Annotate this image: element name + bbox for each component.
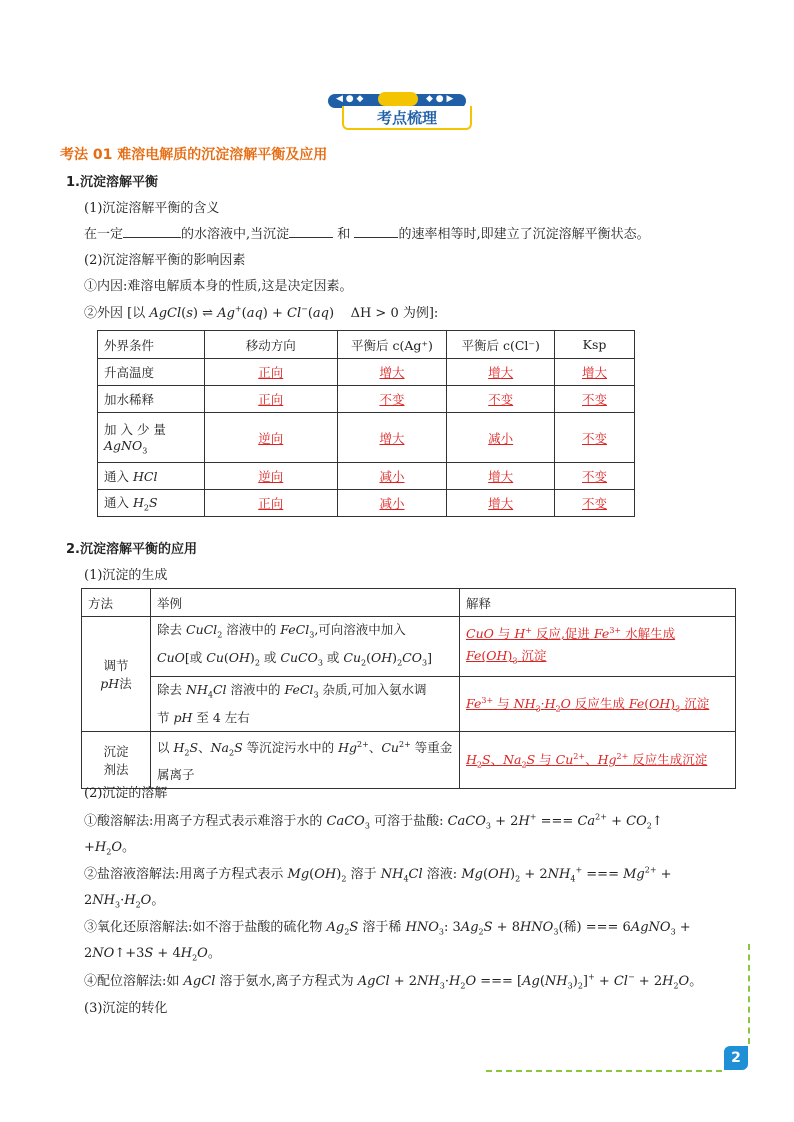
redox-method-cont: 2NO↑+3S + $4H_2O$。 [84,946,221,963]
blank-3 [354,225,398,238]
table-row: 加 入 少 量 AgNO$_3$ 逆向 增大 减小 不变 [98,413,635,463]
part1-sub1: (1)沉淀溶解平衡的含义 [84,201,220,216]
acid-method-cont: $+H_2O$。 [84,840,136,857]
banner-box [342,106,472,130]
header-cell: 外界条件 [98,331,205,359]
blank-1 [123,225,181,238]
part2-sub2: (2)沉淀的溶解 [84,786,168,801]
table-row: 通入 HCl 逆向 减小 增大 不变 [98,463,635,490]
part1-heading: 1.沉淀溶解平衡 [66,175,158,190]
table-row: 除去 $NH_4Cl$ 溶液中的 FeCl$_3$ 杂质,可加入氨水调 节 pH 至 4 左右 $Fe^{3+}$ 与 $NH_3\cdot H_2O$ 反应生成 $Fe(OH)_3$ 沉淀 [82,677,736,732]
external-factor: ②外因 [以 AgCl(s) ⇌ Ag+(aq) + Cl−(aq) ΔH > 0 为例]: [84,304,439,321]
table-row: 沉淀 剂法 以 $H_2S$、$Na_2S$ 等沉淀污水中的 $Hg^{2+}$、$Cu^{2+}$ 等重金 属离子 $H_2S$、$Na_2S$ 与 $Cu^{2+}$、$Hg^{2+}$ 反应生成沉淀 [82,731,736,789]
complex-method: ④配位溶解法:如 AgCl 溶于氨水,离子方程式为 AgCl + $2NH_3\cdot H_2O$ === $[Ag(NH_3)_2]^+ + Cl^- + 2H_2O$。 [84,972,703,991]
footer-dashed-line [486,1070,722,1072]
acid-method: ①酸溶解法:用离子方程式表示难溶于水的 CaCO$_3$ 可溶于盐酸: CaCO$_3$ + 2H+ === $Ca^{2+}$ + $CO_2↑$ [84,812,663,831]
banner-right-ornament-icon: ◆ ● ▶ [426,94,454,104]
page-number: 2 [724,1046,748,1070]
salt-method-cont: $2NH_3\cdot H_2O$。 [84,893,165,910]
banner-left-ornament-icon: ◀ ● ◆ [336,94,364,104]
section-banner [328,92,470,132]
method-ph: 调节 pH法 [82,617,151,732]
section-title: 考法 01 难溶电解质的沉淀溶解平衡及应用 [60,147,328,163]
header-cell: 平衡后 c(Cl⁻) [447,331,555,359]
table-row: 通入 $H_2S$ 正向 减小 增大 不变 [98,490,635,517]
part1-sub2: (2)沉淀溶解平衡的影响因素 [84,253,246,268]
part2-sub3: (3)沉淀的转化 [84,1001,168,1016]
table-header-row [98,331,635,359]
factors-table [97,330,635,517]
table-header-row: 方法 举例 解释 [82,589,736,617]
header-cell: Ksp [555,331,635,359]
redox-method: ③氧化还原溶解法:如不溶于盐酸的硫化物 $Ag_2S$ 溶于稀 $HNO_3$: $3Ag_2S + 8HNO_3$(稀) === 6AgNO$_3$ + [84,920,691,937]
definition-sentence: 在一定 的水溶液中,当沉淀 和 的速率相等时,即建立了沉淀溶解平衡状态。 [84,227,650,242]
precipitation-table [81,588,736,789]
header-cell: 移动方向 [204,331,337,359]
table-row: 调节 pH法 除去 CuCl$_2$ 溶液中的 FeCl$_3$,可向溶液中加入 CuO[或 $Cu(OH)_2$ 或 CuCO$_3$ 或 $Cu_2(OH)_2CO_3$] CuO 与 H+ 反应,促进 $Fe^{3+}$ 水解生成 $Fe(OH)_3$ 沉淀 [82,617,736,677]
salt-method: ②盐溶液溶解法:用离子方程式表示 $Mg(OH)_2$ 溶于 $NH_4Cl$ 溶液: $Mg(OH)_2 + 2NH_4^+$ === $Mg^{2+}$ + [84,865,672,884]
blank-2 [289,225,333,238]
part2-sub1: (1)沉淀的生成 [84,568,168,583]
footer-dashed-vertical [748,944,750,1044]
banner-title: 考点梳理 [376,109,437,127]
header-cell: 平衡后 c(Ag⁺) [337,331,447,359]
table-row: 升高温度 正向 增大 增大 增大 [98,359,635,386]
part2-heading: 2.沉淀溶解平衡的应用 [66,542,197,557]
table-row: 加水稀释 正向 不变 不变 不变 [98,386,635,413]
banner-pill [378,92,418,106]
method-precipitant: 沉淀 剂法 [82,731,151,789]
condition-agno3: 加 入 少 量 AgNO$_3$ [98,413,205,463]
internal-factor: ①内因:难溶电解质本身的性质,这是决定因素。 [84,279,353,294]
